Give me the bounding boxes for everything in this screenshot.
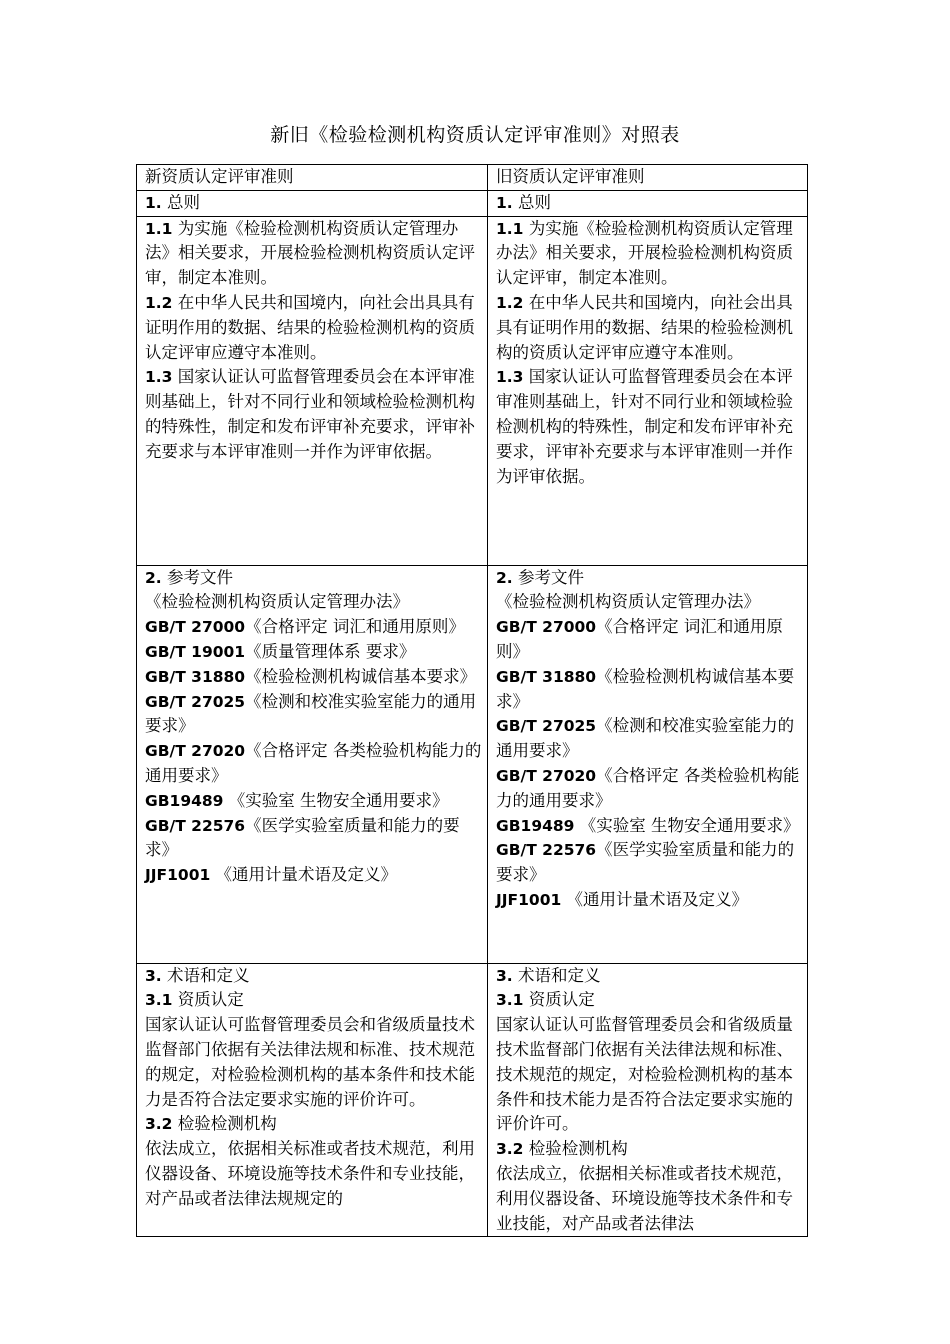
reference: GB/T 27025《检测和校准实验室能力的通用要求》 (496, 716, 795, 761)
term-definition: 依法成立，依据相关标准或者技术规范，利用仪器设备、环境设施等技术条件和专业技能，对产品或者法律法规规定的 (145, 1139, 475, 1208)
reference: GB/T 27000《合格评定 词汇和通用原则》 (145, 617, 465, 637)
section-row (137, 565, 808, 963)
section-heading-old: 1. 总则 (488, 190, 808, 216)
section-body-new (137, 963, 488, 1237)
reference: GB/T 27025《检测和校准实验室能力的通用要求》 (145, 691, 477, 736)
clause: 1.2 在中华人民共和国境内，向社会出具具有证明作用的数据、结果的检验检测机构的资质认定评审应遵守本准则。 (145, 292, 475, 362)
reference: JJF1001 《通用计量术语及定义》 (496, 889, 749, 909)
term-heading: 3.1 资质认定 (496, 990, 595, 1010)
reference: GB/T 27020《合格评定 各类检验机构能力的通用要求》 (496, 765, 800, 810)
clause: 1.3 国家认证认可监督管理委员会在本评审准则基础上，针对不同行业和领域检验检测机构的特殊性，制定和发布评审补充要求，评审补充要求与本评审准则一并作为评审依据。 (496, 367, 793, 486)
section-heading: 3. 术语和定义 (145, 965, 250, 985)
term-definition: 国家认证认可监督管理委员会和省级质量技术监督部门依据有关法律法规和标准、技术规范的规定，对检验检测机构的基本条件和技术能力是否符合法定要求实施的评价许可。 (145, 1015, 475, 1109)
reference: GB19489 《实验室 生物安全通用要求》 (145, 790, 449, 810)
section-body-old (488, 565, 808, 963)
term-definition: 依法成立，依据相关标准或者技术规范，利用仪器设备、环境设施等技术条件和专业技能，对产品或者法律法 (496, 1163, 793, 1233)
term-heading: 3.2 检验检测机构 (496, 1139, 628, 1159)
section-body-row (137, 216, 808, 565)
reference: JJF1001 《通用计量术语及定义》 (145, 865, 398, 885)
section-body-old (488, 963, 808, 1237)
clause: 1.1 为实施《检验检测机构资质认定管理办法》相关要求，开展检验检测机构资质认定评审，制定本准则。 (145, 218, 475, 288)
reference: GB/T 22576《医学实验室质量和能力的要求》 (496, 840, 795, 885)
section-body-new (137, 216, 488, 565)
reference: 《检验检测机构资质认定管理办法》 (496, 592, 760, 612)
section-heading: 2. 参考文件 (496, 567, 584, 587)
term-heading: 3.2 检验检测机构 (145, 1114, 277, 1134)
reference: 《检验检测机构资质认定管理办法》 (145, 592, 409, 612)
reference: GB/T 22576《医学实验室质量和能力的要求》 (145, 815, 460, 860)
table-header-row (137, 165, 808, 191)
comparison-table (136, 164, 808, 1237)
section-heading-row (137, 190, 808, 216)
reference: GB/T 27020《合格评定 各类检验机构能力的通用要求》 (145, 741, 482, 785)
reference: GB/T 27000《合格评定 词汇和通用原则》 (496, 617, 783, 661)
reference: GB19489 《实验室 生物安全通用要求》 (496, 815, 800, 835)
clause: 1.1 为实施《检验检测机构资质认定管理办法》相关要求，开展检验检测机构资质认定评审，制定本准则。 (496, 218, 793, 288)
reference: GB/T 19001《质量管理体系 要求》 (145, 641, 416, 661)
reference: GB/T 31880《检验检测机构诚信基本要求》 (496, 666, 795, 711)
term-heading: 3.1 资质认定 (145, 990, 244, 1010)
section-heading-new: 1. 总则 (137, 190, 488, 216)
column-header-old: 旧资质认定评审准则 (488, 165, 808, 191)
reference: GB/T 31880《检验检测机构诚信基本要求》 (145, 666, 477, 686)
term-definition: 国家认证认可监督管理委员会和省级质量技术监督部门依据有关法律法规和标准、技术规范的规定，对检验检测机构的基本条件和技术能力是否符合法定要求实施的评价许可。 (496, 1015, 793, 1134)
section-body-old (488, 216, 808, 565)
section-body-new (137, 565, 488, 963)
section-heading: 3. 术语和定义 (496, 965, 601, 985)
page-title: 新旧《检验检测机构资质认定评审准则》对照表 (270, 124, 680, 146)
clause: 1.2 在中华人民共和国境内，向社会出具具有证明作用的数据、结果的检验检测机构的资质认定评审应遵守本准则。 (496, 292, 793, 362)
section-heading: 2. 参考文件 (145, 567, 233, 587)
section-row (137, 963, 808, 1237)
clause: 1.3 国家认证认可监督管理委员会在本评审准则基础上，针对不同行业和领域检验检测机构的特殊性，制定和发布评审补充要求，评审补充要求与本评审准则一并作为评审依据。 (145, 367, 475, 461)
column-header-new: 新资质认定评审准则 (137, 165, 488, 191)
